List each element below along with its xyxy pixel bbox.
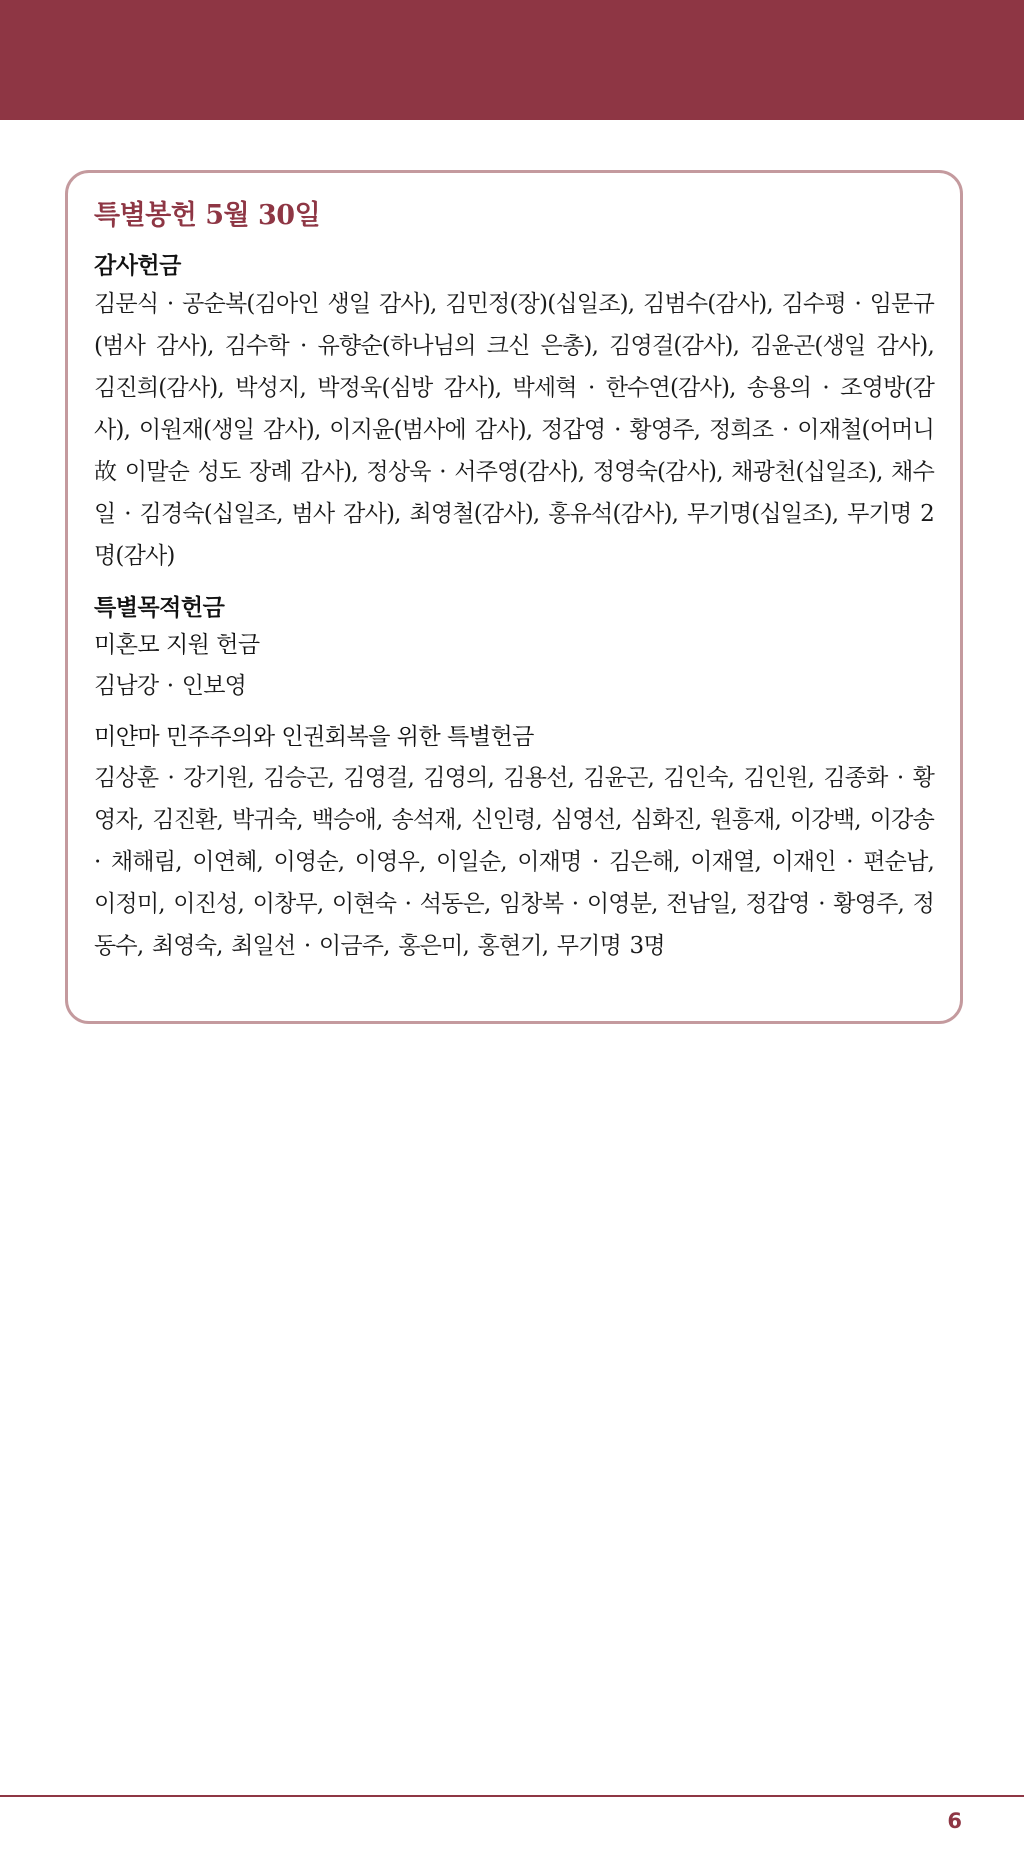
section-heading-thanks: 감사헌금 xyxy=(94,253,181,279)
single-mother-support-subsection xyxy=(94,625,934,707)
offering-card xyxy=(65,170,963,1024)
thanks-offering-section xyxy=(94,249,934,577)
single-mother-support-names: 김남강 · 인보영 xyxy=(94,673,247,699)
subsection-title-single-mother: 미혼모 지원 헌금 xyxy=(94,632,260,658)
card-title: 특별봉헌 5월 30일 xyxy=(94,200,321,231)
special-purpose-section xyxy=(94,591,934,967)
thanks-offering-names: 김문식 · 공순복(김아인 생일 감사), 김민정(장)(십일조), 김범수(감사), 김수평 · 임문규(범사 감사), 김수학 · 유향순(하나님의 크신 은총), 김영걸(감사), 김윤곤(생일 감사), 김진희(감사), 박성지, 박정욱(심방 감사), 박세혁 · 한수연(감사), 송용의 · 조영방(감사), 이원재(생일 감사), 이지윤(범사에 감사), 정갑영 · 황영주, 정희조 · 이재철(어머니 故 이말순 성도 장례 감사), 정상욱 · 서주영(감사), 정영숙(감사), 채광천(십일조), 채수일 · 김경숙(십일조, 범사 감사), 최영철(감사), 홍유석(감사), 무기명(십일조), 무기명 2명(감사) xyxy=(94,291,934,569)
myanmar-support-names: 김상훈 · 강기원, 김승곤, 김영걸, 김영의, 김용선, 김윤곤, 김인숙, 김인원, 김종화 · 황영자, 김진환, 박귀숙, 백승애, 송석재, 신인령, 심영선, 심화진, 원흥재, 이강백, 이강송 · 채해림, 이연혜, 이영순, 이영우, 이일순, 이재명 · 김은해, 이재열, 이재인 · 편순남, 이정미, 이진성, 이창무, 이현숙 · 석동은, 임창복 · 이영분, 전남일, 정갑영 · 황영주, 정동수, 최영숙, 최일선 · 이금주, 홍은미, 홍현기, 무기명 3명 xyxy=(94,765,934,959)
footer-rule xyxy=(0,1795,1024,1797)
header-band xyxy=(0,0,1024,120)
myanmar-support-subsection xyxy=(94,717,934,967)
subsection-title-myanmar: 미얀마 민주주의와 인권회복을 위한 특별헌금 xyxy=(94,724,534,750)
page-number: 6 xyxy=(947,1809,962,1833)
section-heading-special-purpose: 특별목적헌금 xyxy=(94,595,225,621)
